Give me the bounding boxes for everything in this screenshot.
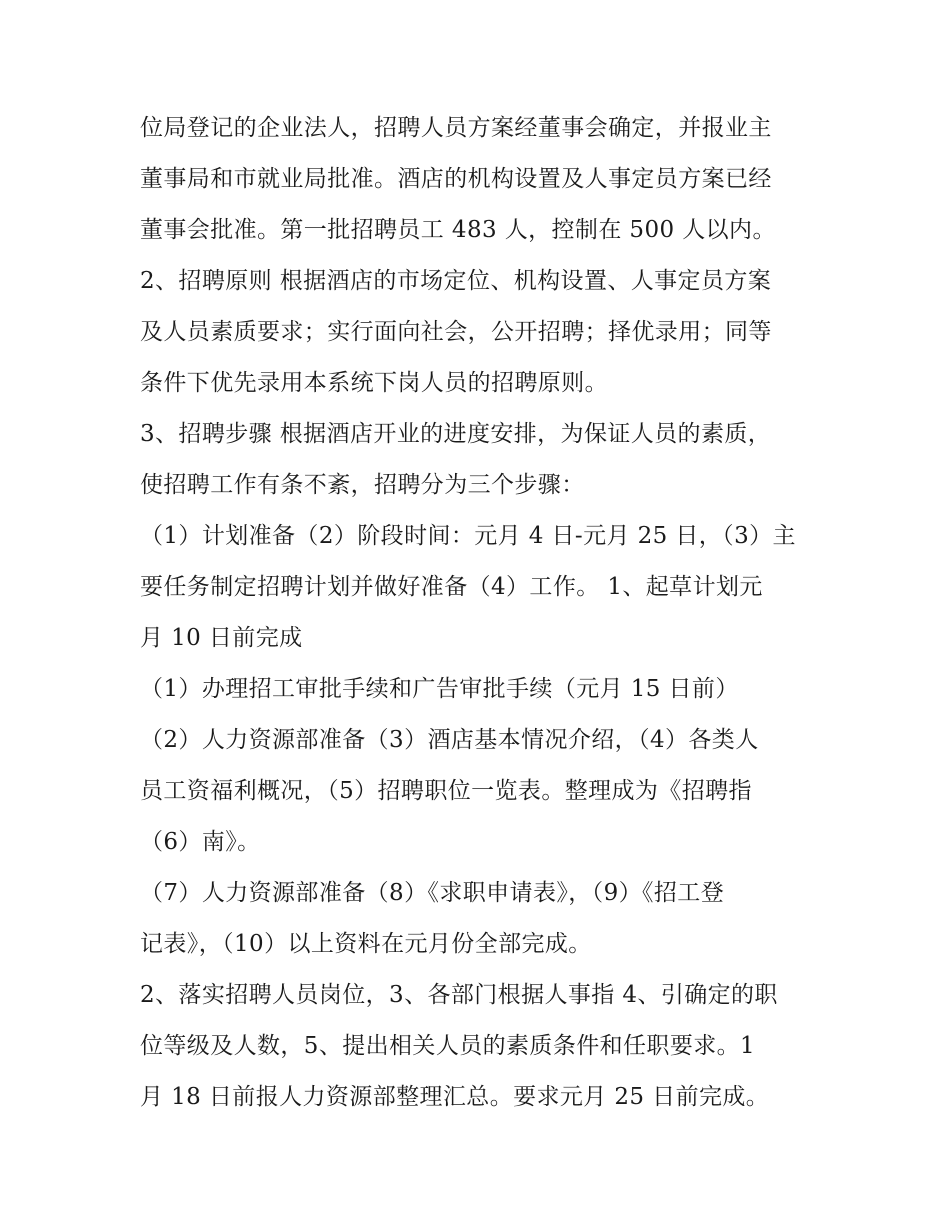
text-line: 使招聘工作有条不紊，招聘分为三个步骤： — [140, 472, 585, 498]
text-line: 月 18 日前报人力资源部整理汇总。要求元月 25 日前完成。 — [140, 1084, 770, 1110]
text-line: 位局登记的企业法人，招聘人员方案经董事会确定，并报业主 — [140, 115, 772, 141]
text-line: 条件下优先录用本系统下岗人员的招聘原则。 — [140, 370, 608, 396]
document-body — [140, 103, 820, 1123]
text-line: 月 10 日前完成 — [140, 625, 303, 651]
text-line: （2）人力资源部准备（3）酒店基本情况介绍，（4）各类人 — [140, 727, 759, 753]
text-line: 及人员素质要求；实行面向社会，公开招聘；择优录用；同等 — [140, 319, 772, 345]
text-line: （7）人力资源部准备（8）《求职申请表》，（9）《招工登 — [140, 880, 725, 906]
text-line: （1）办理招工审批手续和广告审批手续（元月 15 日前） — [140, 676, 739, 702]
text-line: 员工资福利概况，（5）招聘职位一览表。整理成为《招聘指 — [140, 778, 752, 804]
text-line: 记表》，（10）以上资料在元月份全部完成。 — [140, 931, 592, 957]
text-line: 要任务制定招聘计划并做好准备（4）工作。 1、起草计划元 — [140, 574, 763, 600]
text-line: （1）计划准备（2）阶段时间：元月 4 日-元月 25 日，（3）主 — [140, 523, 796, 549]
text-line: （6）南》。 — [140, 829, 261, 855]
text-line: 董事局和市就业局批准。酒店的机构设置及人事定员方案已经 — [140, 166, 772, 192]
text-line: 董事会批准。第一批招聘员工 483 人，控制在 500 人以内。 — [140, 217, 776, 243]
text-line: 3、招聘步骤 根据酒店开业的进度安排，为保证人员的素质， — [140, 421, 772, 447]
text-line: 位等级及人数，5、提出相关人员的素质条件和任职要求。1 — [140, 1033, 756, 1059]
text-line: 2、招聘原则 根据酒店的市场定位、机构设置、人事定员方案 — [140, 268, 772, 294]
text-line: 2、落实招聘人员岗位，3、各部门根据人事指 4、引确定的职 — [140, 982, 778, 1008]
